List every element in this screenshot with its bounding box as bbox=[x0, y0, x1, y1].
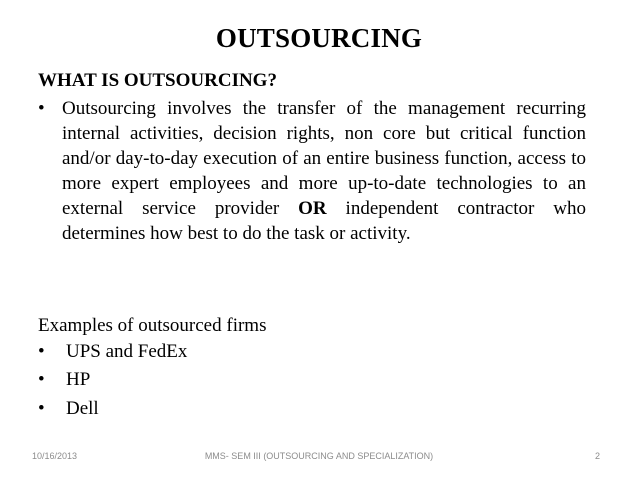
footer-date: 10/16/2013 bbox=[32, 451, 78, 461]
example-text: UPS and FedEx bbox=[66, 341, 188, 362]
definition-bold-or: OR bbox=[298, 198, 327, 219]
example-item bbox=[38, 367, 90, 392]
bullet-icon: • bbox=[38, 398, 45, 419]
example-item bbox=[38, 339, 187, 364]
footer-title: MMS- SEM III (OUTSOURCING AND SPECIALIZATION) bbox=[204, 451, 434, 461]
example-text: Dell bbox=[66, 398, 99, 419]
definition-part-2: independent contractor who determines how best to do the task or activity. bbox=[62, 198, 586, 244]
bullet-icon: • bbox=[38, 98, 45, 119]
definition-text bbox=[62, 96, 586, 246]
examples-label: Examples of outsourced firms bbox=[38, 315, 267, 336]
example-item bbox=[38, 396, 99, 421]
footer-page-number: 2 bbox=[594, 451, 600, 461]
example-text: HP bbox=[66, 369, 91, 390]
slide-title: OUTSOURCING bbox=[215, 23, 423, 53]
definition-bullet bbox=[38, 96, 586, 246]
bullet-icon: • bbox=[38, 369, 45, 390]
section-heading: WHAT IS OUTSOURCING? bbox=[38, 70, 277, 91]
definition-part-1: Outsourcing involves the transfer of the management recurring internal activities, decision rights, non core but critical function and/or day-to-day execution of an entire business function, access to more expert employees and more up-to-date technologies to an external service provider bbox=[62, 98, 586, 219]
bullet-icon: • bbox=[38, 341, 45, 362]
